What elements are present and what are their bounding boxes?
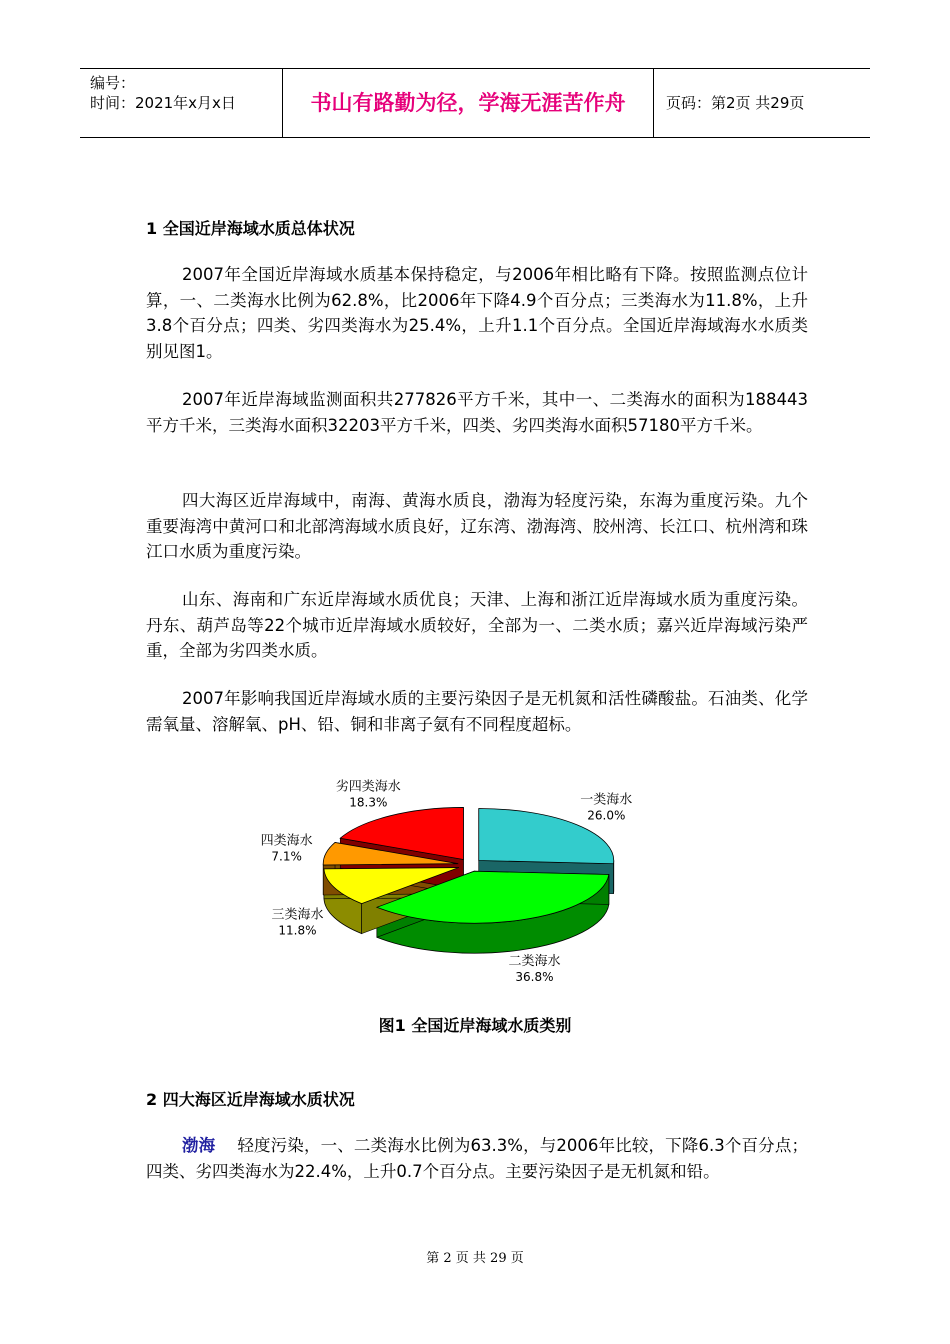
pie-category-label: 四类海水 — [260, 833, 313, 849]
water-quality-pie-chart — [240, 775, 660, 985]
pie-value-label: 18.3% — [349, 795, 388, 810]
header-page-info: 页码：第2页 共29页 — [666, 94, 805, 112]
paragraph-water-quality-overview: 2007年全国近岸海域水质基本保持稳定，与2006年相比略有下降。按照监测点位计算，一、二类海水比例为62.8%，比2006年下降4.9个百分点；三类海水为11.8%，上升3.8个百分点；四类、劣四类海水为25.4%，上升1.1个百分点。全国近岸海域海水水质类别见图1。 — [146, 265, 808, 361]
pie-value-label: 11.8% — [278, 923, 317, 938]
figure-caption: 图1 全国近岸海域水质类别 — [378, 1016, 572, 1035]
paragraph-bohai — [146, 1133, 808, 1184]
page-header — [80, 68, 870, 138]
paragraph-pollutants: 2007年影响我国近岸海域水质的主要污染因子是无机氮和活性磷酸盐。石油类、化学需氧量、溶解氧、pH、铅、铜和非离子氨有不同程度超标。 — [146, 689, 808, 734]
pie-category-label: 一类海水 — [580, 792, 633, 808]
paragraph-sea-areas: 四大海区近岸海域中，南海、黄海水质良，渤海为轻度污染，东海为重度污染。九个重要海湾中黄河口和北部湾海域水质良好，辽东湾、渤海湾、胶州湾、长江口、杭州湾和珠江口水质为重度污染。 — [146, 491, 808, 562]
region-text-bohai: 轻度污染，一、二类海水比例为63.3%，与2006年比较，下降6.3个百分点；四类、劣四类海水为22.4%，上升0.7个百分点。主要污染因子是无机氮和铅。 — [146, 1136, 808, 1181]
header-meta — [80, 69, 282, 137]
paragraph-provinces: 山东、海南和广东近岸海域水质优良；天津、上海和浙江近岸海域水质为重度污染。丹东、葫芦岛等22个城市近岸海域水质较好，全部为一、二类水质；嘉兴近岸海域污染严重，全部为劣四类水质。 — [146, 590, 808, 661]
pie-chart-svg — [240, 775, 660, 985]
pie-category-label: 三类海水 — [271, 907, 324, 923]
pie-category-label: 劣四类海水 — [335, 779, 401, 795]
region-name-bohai: 渤海 — [182, 1136, 216, 1155]
section2-heading: 2 四大海区近岸海域水质状况 — [146, 1090, 355, 1109]
pie-category-label: 二类海水 — [508, 953, 561, 969]
paragraph-monitoring-area: 2007年近岸海域监测面积共277826平方千米，其中一、二类海水的面积为188443平方千米，三类海水面积32203平方千米，四类、劣四类海水面积57180平方千米。 — [146, 390, 808, 435]
page-footer: 第 2 页 共 29 页 — [426, 1251, 524, 1266]
section1-heading: 1 全国近岸海域水质总体状况 — [146, 219, 355, 238]
header-time: 时间：2021年x月x日 — [90, 94, 236, 112]
header-number: 编号： — [90, 74, 136, 92]
pie-value-label: 26.0% — [587, 808, 626, 823]
pie-value-label: 36.8% — [515, 969, 554, 984]
header-motto: 书山有路勤为径，学海无涯苦作舟 — [282, 69, 654, 137]
pie-value-label: 7.1% — [271, 849, 302, 864]
